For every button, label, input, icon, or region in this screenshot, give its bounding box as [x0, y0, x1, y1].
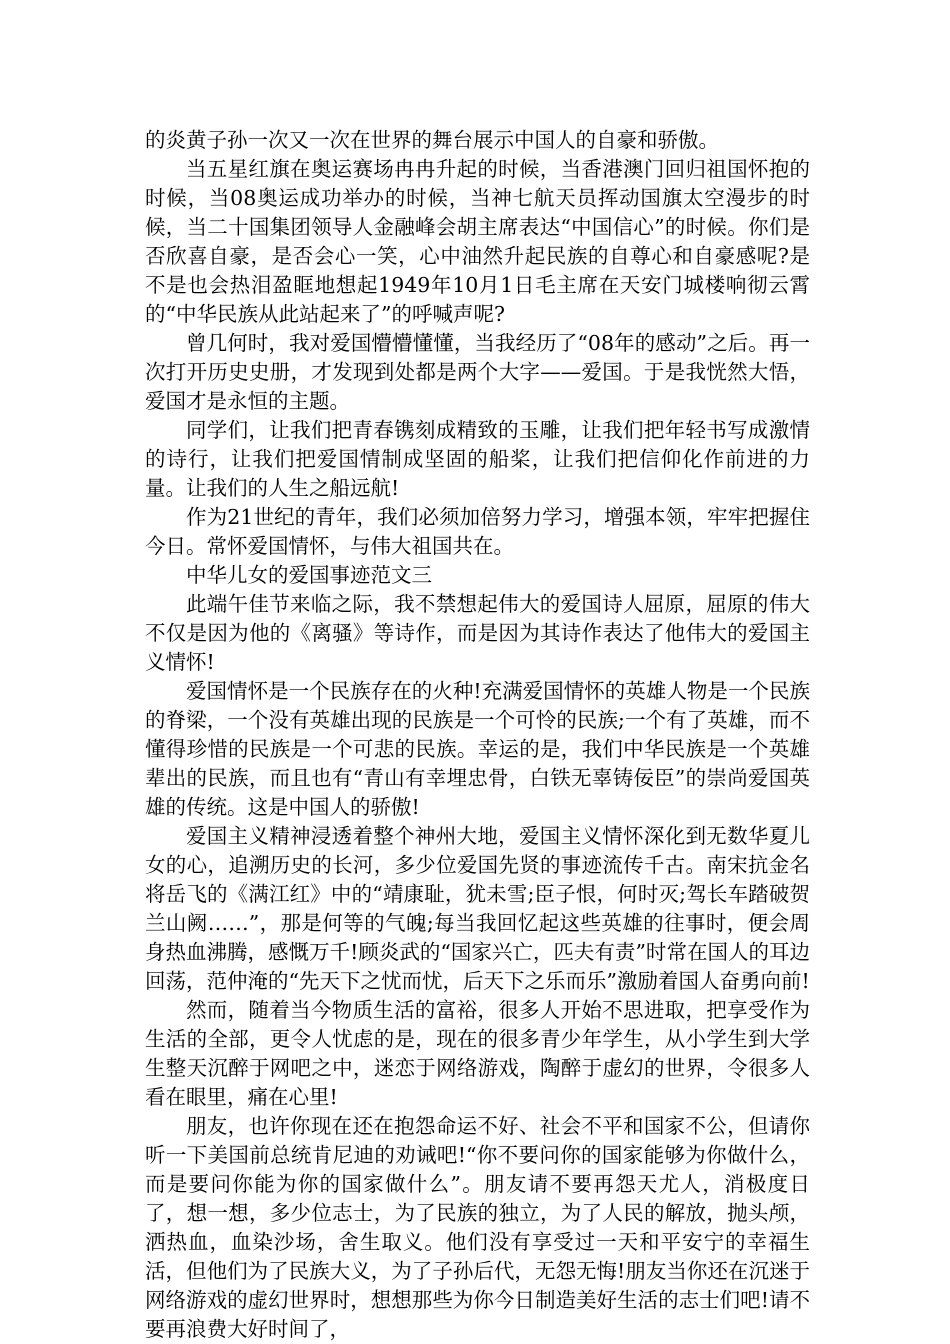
paragraph-patriotic-spirit-fire: 爱国情怀是一个民族存在的火种!充满爱国情怀的英雄人物是一个民族的脊梁，一个没有英雄出现的民族是一个可怜的民族;一个有了英雄，而不懂得珍惜的民族是一个可悲的民族。幸运的是，我们中华民族是一个英雄辈出的民族，而且也有“青山有幸埋忠骨，白铁无辜铸佞臣”的崇尚爱国英雄的传统。这是中国人的骄傲! [145, 679, 810, 819]
paragraph-continuation: 的炎黄子孙一次又一次在世界的舞台展示中国人的自豪和骄傲。 [145, 128, 719, 152]
section-heading-example-three: 中华儿女的爱国事迹范文三 [186, 563, 432, 587]
paragraph-classmates: 同学们，让我们把青春镌刻成精致的玉雕，让我们把年轻书写成激情的诗行，让我们把爱国情制成坚固的船桨，让我们把信仰化作前进的力量。让我们的人生之船远航! [145, 418, 810, 500]
paragraph-dragon-boat-festival: 此端午佳节来临之际，我不禁想起伟大的爱国诗人屈原，屈原的伟大不仅是因为他的《离骚》等诗作，而是因为其诗作表达了他伟大的爱国主义情怀! [145, 592, 810, 674]
paragraph-friend: 朋友，也许你现在还在抱怨命运不好、社会不平和国家不公，但请你听一下美国前总统肯尼迪的劝诫吧!“你不要问你的国家能够为你做什么，而是要问你能为你的国家做什么”。朋友请不要再怨天尤人，消极度日了，想一想，多少位志士，为了民族的独立，为了人民的解放，抛头颅，洒热血，血染沙场，舍生取义。他们没有享受过一天和平安宁的幸福生活，但他们为了民族大义，为了子孙后代，无怨无悔!朋友当你还在沉迷于网络游戏的虚幻世界时，想想那些为你今日制造美好生活的志士们吧!请不要再浪费大好时间了， [145, 1114, 810, 1341]
paragraph-21st-century-youth: 作为21世纪的青年，我们必须加倍努力学习，增强本领，牢牢把握住今日。常怀爱国情怀，与伟大祖国共在。 [145, 505, 810, 558]
paragraph-once-upon-a-time: 曾几何时，我对爱国懵懵懂懂，当我经历了“08年的感动”之后。再一次打开历史史册，才发现到处都是两个大字——爱国。于是我恍然大悟，爱国才是永恒的主题。 [145, 331, 810, 413]
document-body [145, 126, 810, 1344]
paragraph-however: 然而，随着当今物质生活的富裕，很多人开始不思进取，把享受作为生活的全部，更令人忧虑的是，现在的很多青少年学生，从小学生到大学生整天沉醉于网吧之中，迷恋于网络游戏，陶醉于虚幻的世界，令很多人看在眼里，痛在心里! [145, 998, 810, 1109]
paragraph-patriotism-across-land: 爱国主义精神浸透着整个神州大地，爱国主义情怀深化到无数华夏儿女的心，追溯历史的长河，多少位爱国先贤的事迹流传千古。南宋抗金名将岳飞的《满江红》中的“靖康耻，犹未雪;臣子恨，何时灭;驾长车踏破贺兰山阙……”，那是何等的气魄;每当我回忆起这些英雄的往事时，便会周身热血沸腾，感慨万千!顾炎武的“国家兴亡，匹夫有责”时常在国人的耳边回荡，范仲淹的“先天下之忧而忧，后天下之乐而乐”激励着国人奋勇向前! [145, 824, 810, 993]
paragraph-five-star-flag: 当五星红旗在奥运赛场冉冉升起的时候，当香港澳门回归祖国怀抱的时候，当08奥运成功举办的时候，当神七航天员挥动国旗太空漫步的时候，当二十国集团领导人金融峰会胡主席表达“中国信心”的时候。你们是否欣喜自豪，是否会心一笑，心中油然升起民族的自尊心和自豪感呢?是不是也会热泪盈眶地想起1949年10月1日毛主席在天安门城楼响彻云霄的“中华民族从此站起来了”的呼喊声呢? [145, 157, 810, 326]
